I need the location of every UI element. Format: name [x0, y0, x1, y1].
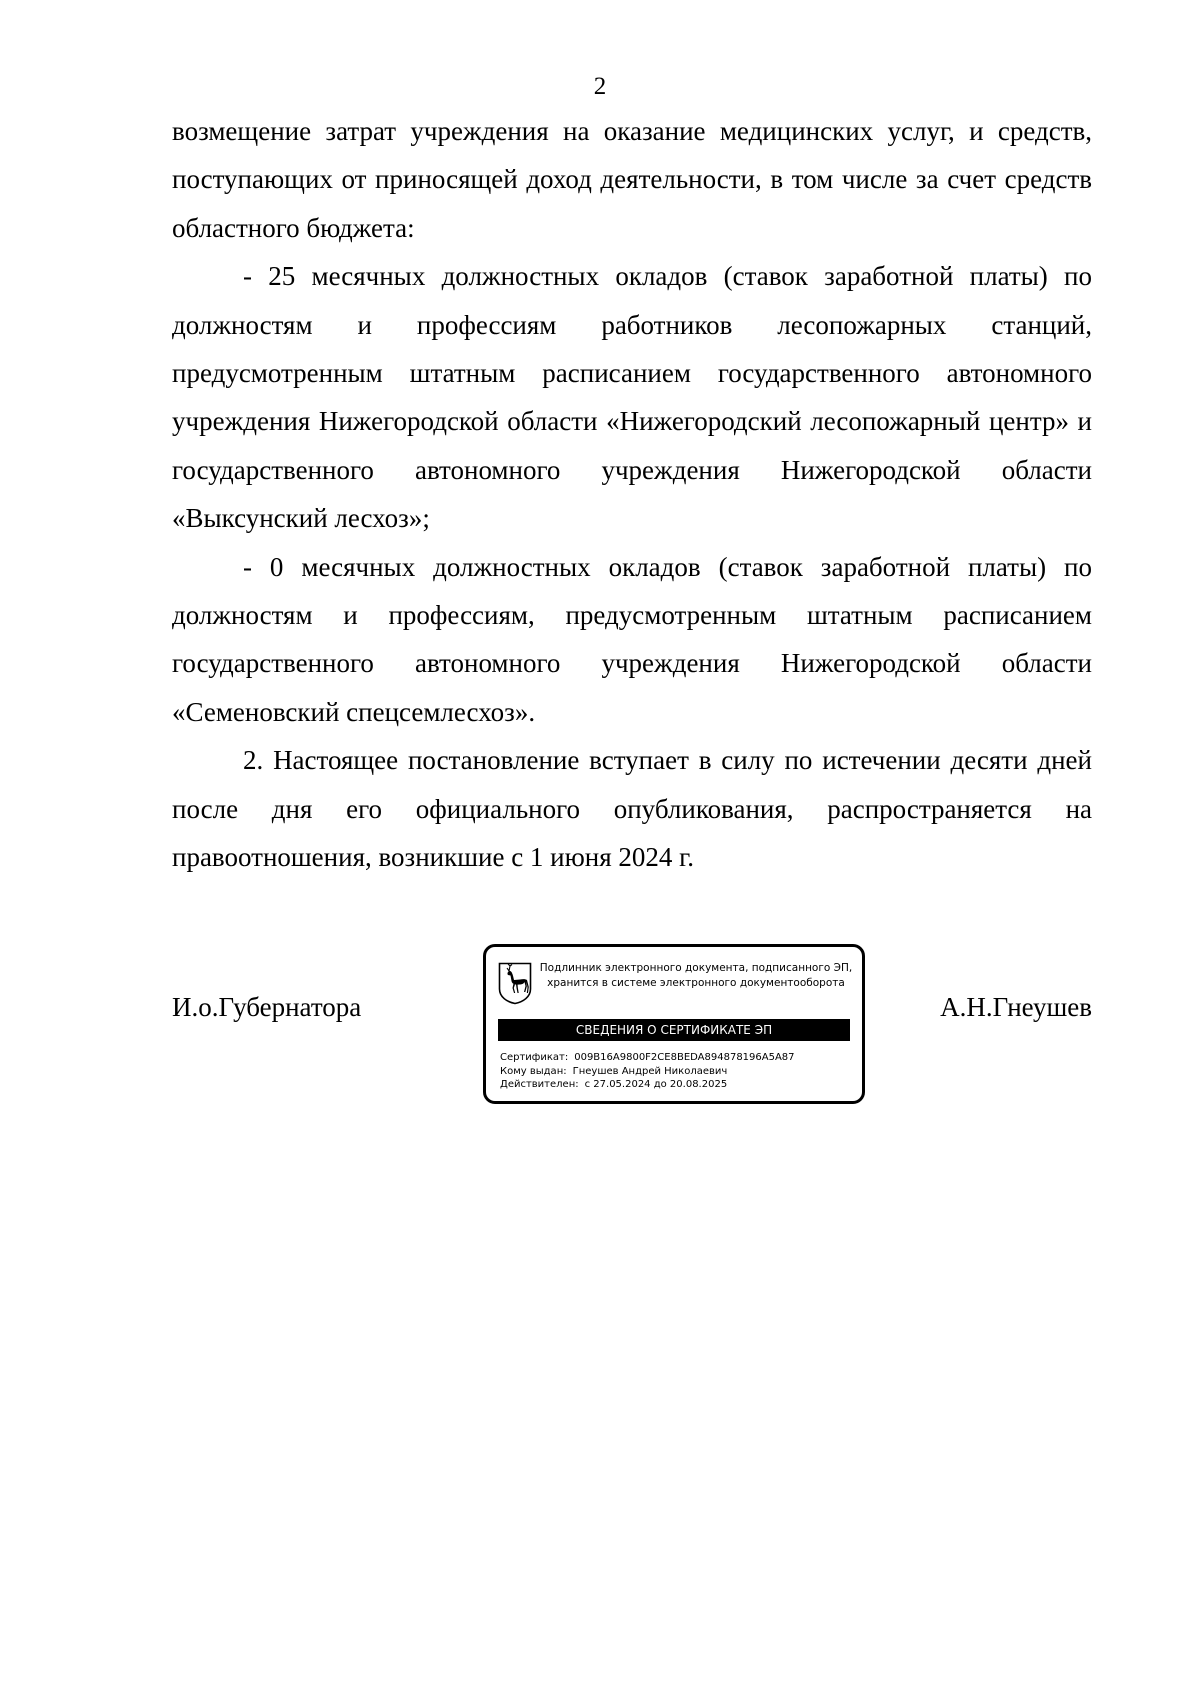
document-body [172, 107, 1092, 882]
paragraph-item-semenovsky: - 0 месячных должностных окладов (ставок заработной платы) по должностям и профессиям, предусмотренным штатным расписанием государственного автономного учреждения Нижегородской области «Семеновский спецсемлесхоз». [172, 551, 1092, 727]
stamp-header-line-1: Подлинник электронного документа, подписанного ЭП, [539, 962, 853, 974]
certificate-row [500, 1051, 852, 1065]
stamp-title-bar: СВЕДЕНИЯ О СЕРТИФИКАТЕ ЭП [498, 1019, 850, 1041]
stamp-header-line-2: хранится в системе электронного документооборота [547, 977, 845, 989]
paragraph-item-lesopozharnye: - 25 месячных должностных окладов (ставок заработной платы) по должностям и профессиям работников лесопожарных станций, предусмотренным штатным расписанием государственного автономного учреждения Нижегородской области «Нижегородский лесопожарный центр» и государственного автономного учреждения Нижегородской области «Выксунский лесхоз»; [172, 261, 1092, 534]
issued-to-name: Гнеушев Андрей Николаевич [572, 1065, 728, 1077]
certificate-label: Сертификат: [500, 1052, 569, 1063]
paragraph-clause-2: 2. Настоящее постановление вступает в силу по истечении десяти дней после дня его официального опубликования, распространяется на правоотношения, возникшие с 1 июня 2024 г. [172, 745, 1092, 873]
nizhny-novgorod-deer-emblem-icon [498, 962, 532, 1005]
stamp-header [538, 961, 854, 991]
signatory-position: И.о.Губернатора [172, 992, 362, 1022]
page-number: 2 [593, 73, 607, 100]
validity-period: с 27.05.2024 до 20.08.2025 [584, 1079, 728, 1090]
certificate-details [500, 1051, 852, 1092]
signatory-name: А.Н.Гнеушев [940, 992, 1092, 1022]
issued-to-label: Кому выдан: [500, 1065, 567, 1077]
certificate-number: 009B16A9800F2CE8BEDA894878196A5A87 [574, 1052, 795, 1063]
paragraph-continuation: возмещение затрат учреждения на оказание медицинских услуг, и средств, поступающих от приносящей доход деятельности, в том числе за счет средств областного бюджета: [172, 116, 1092, 243]
electronic-signature-stamp [483, 944, 865, 1104]
validity-label: Действителен: [500, 1079, 579, 1090]
validity-row [500, 1078, 852, 1092]
issued-to-row [500, 1065, 852, 1079]
